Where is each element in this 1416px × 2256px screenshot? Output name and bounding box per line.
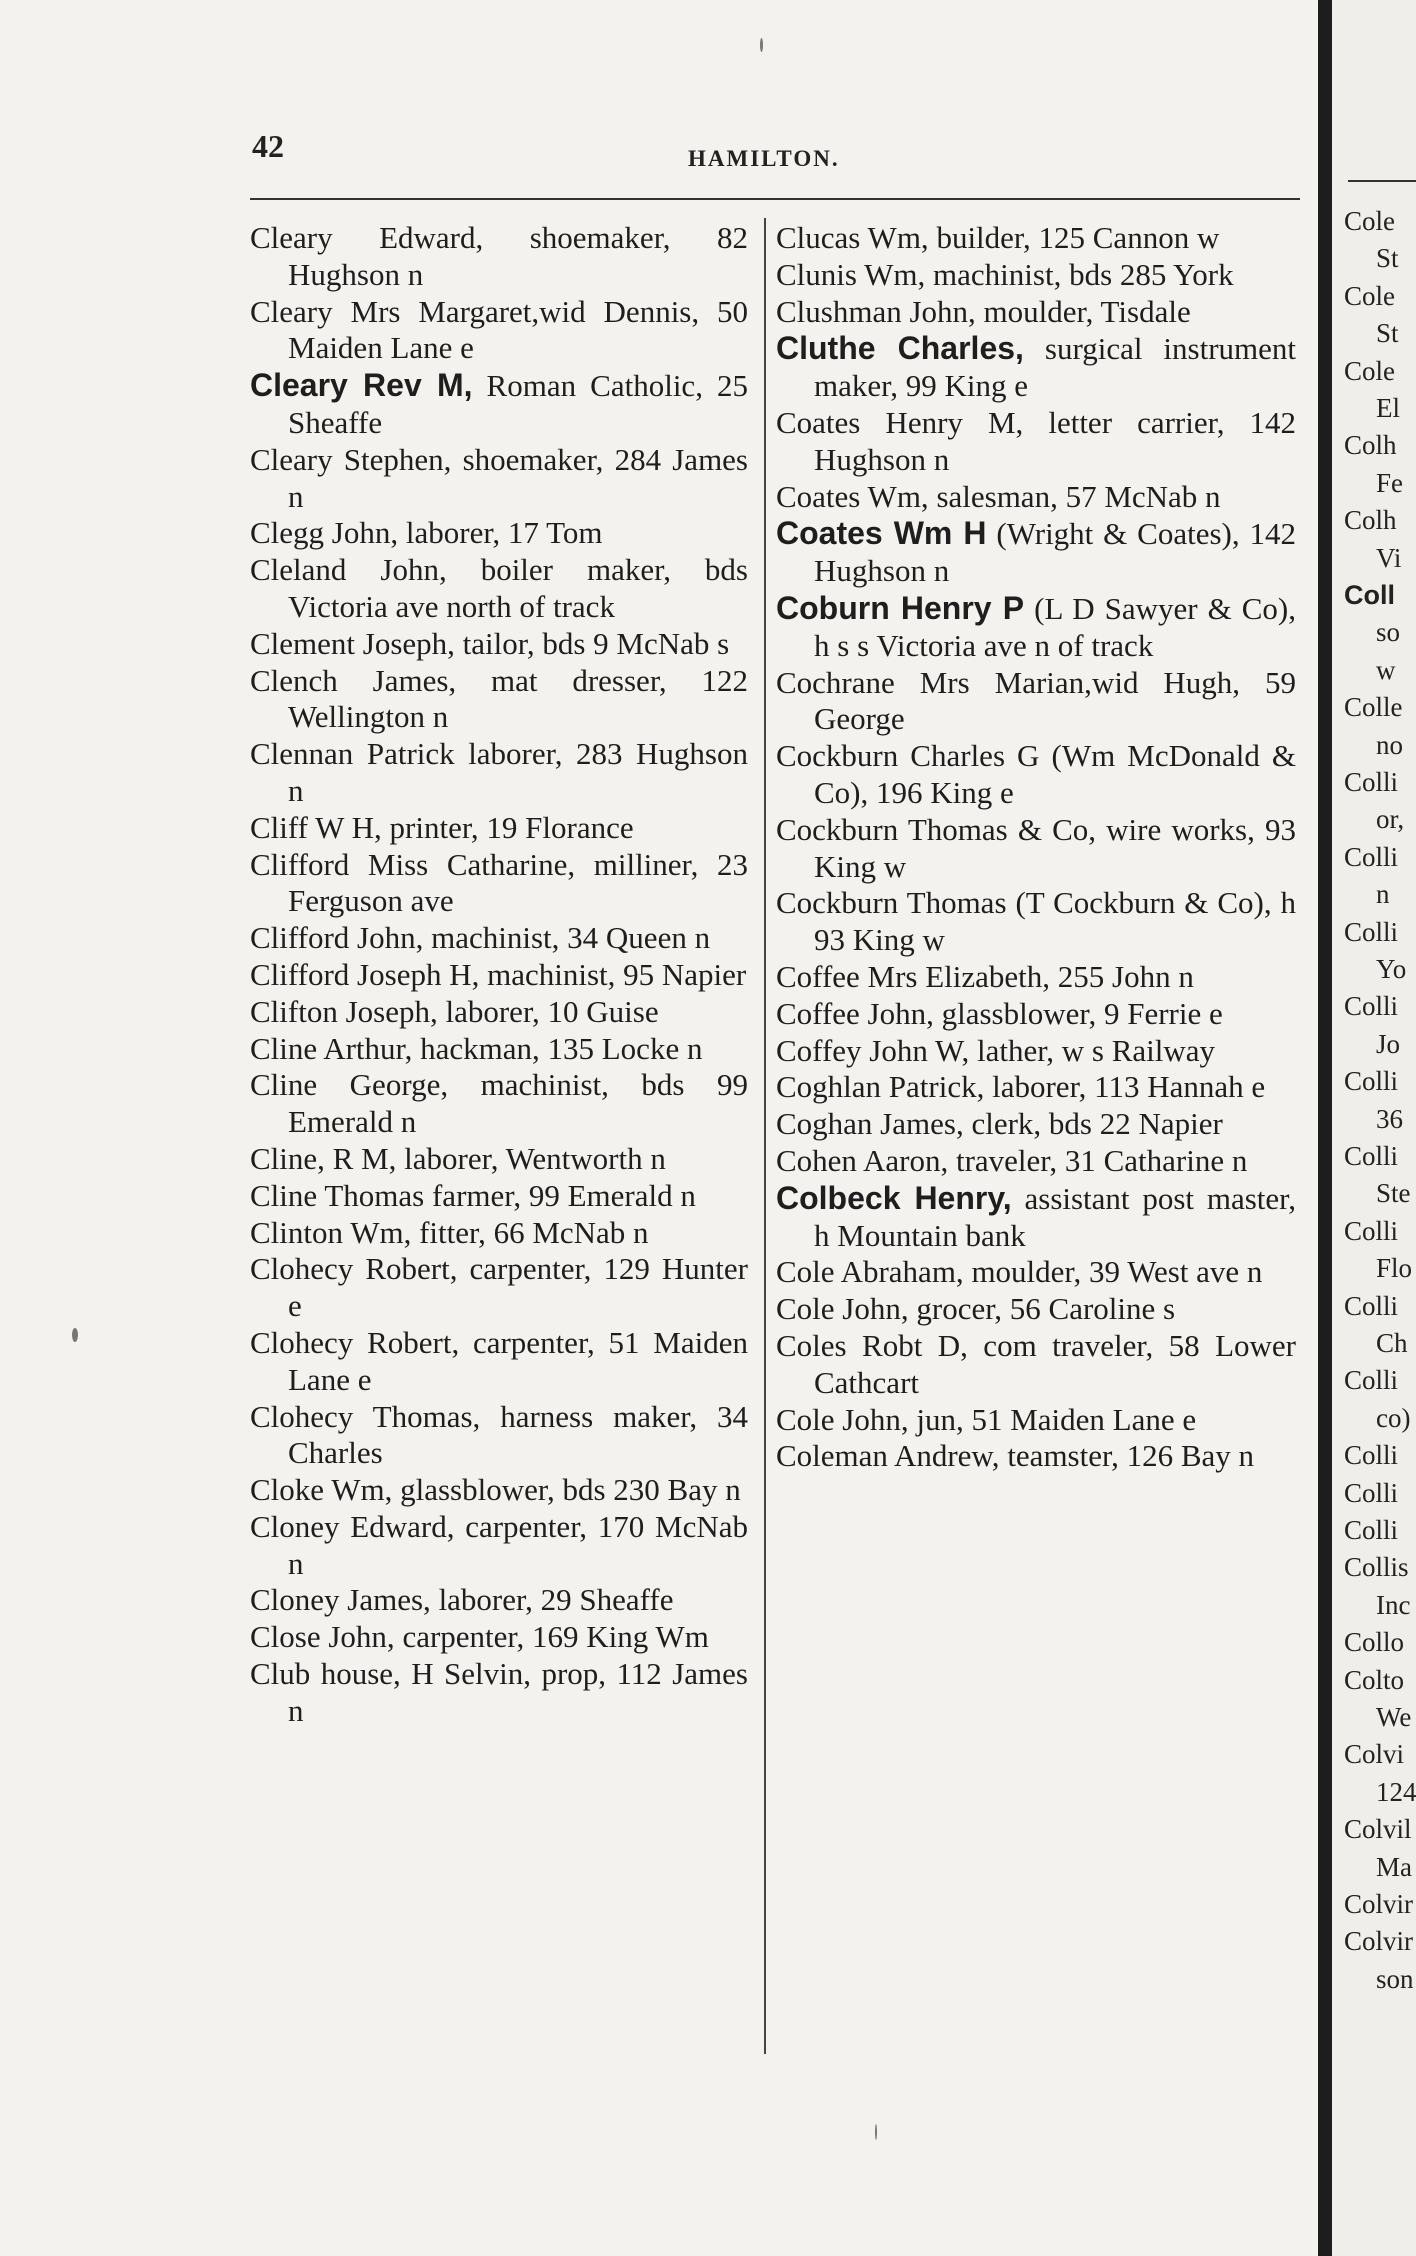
directory-entry (250, 1399, 748, 1473)
entry-name: Coates Henry M, (776, 404, 1024, 440)
entry-details: Roman Catholic, 25 Sheaffe (288, 368, 749, 440)
directory-entry (250, 957, 748, 994)
entry-details: boiler maker, bds Victoria ave north of track (288, 552, 748, 624)
facing-page-text: Jo (1376, 1028, 1401, 1059)
facing-page-text: Flo (1376, 1253, 1413, 1284)
directory-entry (776, 665, 1296, 739)
entry-name: Cluthe Charles, (776, 330, 1024, 367)
entry-name: Cline George, (250, 1067, 449, 1103)
entry-name: Cleary Edward, (250, 220, 484, 255)
facing-page-text: Ma (1376, 1851, 1412, 1882)
directory-entry (776, 590, 1296, 665)
directory-entry (776, 1069, 1296, 1106)
entry-details: carpenter, 169 King Wm (394, 1619, 709, 1655)
directory-entry (776, 1106, 1296, 1143)
entry-details: wire works, 93 King w (814, 811, 1296, 884)
directory-entry (776, 959, 1296, 996)
facing-page-text: St (1376, 318, 1399, 349)
entry-details: laborer, 10 Guise (437, 993, 659, 1029)
entry-name: Cleary Stephen, (250, 441, 452, 477)
directory-entry (250, 736, 748, 810)
directory-entry (776, 1291, 1296, 1328)
entry-details: assistant post master, h Mountain bank (814, 1180, 1296, 1253)
entry-details: 255 John n (1050, 958, 1194, 994)
entry-name: Clifford John, (250, 920, 424, 956)
directory-entry (250, 1031, 748, 1068)
facing-page-text: Colvil (1344, 1814, 1412, 1845)
entry-details: laborer, 283 Hughson n (288, 736, 748, 808)
entry-details: clerk, bds 22 Napier (963, 1106, 1223, 1142)
entry-name: Cloke Wm, (250, 1472, 393, 1508)
directory-entry (250, 1582, 748, 1619)
entry-details: glassblower, bds 230 Bay n (392, 1472, 741, 1508)
entry-details: shoemaker, 284 James n (288, 441, 748, 514)
entry-details: grocer, 56 Caroline s (908, 1291, 1176, 1327)
entry-name: Clohecy Thomas, (250, 1398, 481, 1434)
entry-details: mat dresser, 122 Wellington n (288, 662, 748, 735)
facing-page-text: w (1376, 654, 1396, 685)
facing-page-text: Colli (1344, 1066, 1399, 1097)
entry-name: Coghan James, (776, 1106, 964, 1142)
facing-page-text: Colli (1344, 841, 1399, 872)
facing-page-text: Collis (1344, 1552, 1409, 1583)
directory-entry (776, 885, 1296, 959)
entry-name: Clifford Joseph H, (250, 956, 480, 992)
directory-entry (776, 738, 1296, 812)
directory-entry (776, 1143, 1296, 1180)
entry-name: Cohen Aaron, (776, 1142, 949, 1178)
entry-details: (T Cockburn & Co), h 93 King w (814, 885, 1296, 958)
facing-page-text: Colli (1344, 991, 1399, 1022)
entry-details: wid Dennis, 50 Maiden Lane e (288, 293, 749, 366)
directory-entry (776, 1033, 1296, 1070)
directory-entry (250, 1141, 748, 1178)
entry-name: Coates Wm, (776, 478, 929, 514)
directory-entry (776, 515, 1296, 590)
entry-details: traveler, 31 Catharine n (948, 1142, 1248, 1178)
entry-details: carpenter, 51 Maiden Lane e (288, 1324, 748, 1397)
entry-details: carpenter, 129 Hunter e (288, 1251, 749, 1324)
entry-details: milliner, 23 Ferguson ave (288, 846, 748, 919)
facing-page-text: Yo (1376, 954, 1407, 984)
entry-name: Clegg John, (250, 515, 399, 551)
entry-details: laborer, 113 Hannah e (984, 1069, 1266, 1105)
entry-details: (Wright & Coates), 142 Hughson n (814, 516, 1296, 589)
entry-details: hackman, 135 Locke n (412, 1030, 703, 1066)
facing-page-text: Colli (1344, 767, 1399, 797)
entry-name: Club house, (250, 1656, 401, 1692)
entry-name: Cline Arthur, (250, 1030, 413, 1066)
entry-details: tailor, bds 9 McNab s (454, 625, 730, 661)
entry-name: Clucas Wm, (776, 220, 929, 255)
facing-page-text: Colli (1344, 1365, 1399, 1396)
entry-name: Coffee Mrs Elizabeth, (776, 958, 1051, 994)
directory-entry (250, 1215, 748, 1252)
entry-name: Clohecy Robert, (250, 1324, 460, 1360)
facing-page-text: Ch (1376, 1328, 1408, 1358)
header-rule (250, 198, 1300, 200)
directory-entry (776, 1328, 1296, 1402)
directory-entry (250, 847, 748, 921)
directory-entry (776, 294, 1296, 331)
facing-page-text: Colli (1344, 1141, 1399, 1171)
facing-page-text: so (1376, 617, 1401, 648)
entry-details: machinist, 95 Napier (479, 956, 747, 992)
entry-name: Clunis Wm, (776, 256, 926, 292)
entry-details: letter carrier, 142 Hughson n (814, 404, 1296, 477)
directory-entry (776, 1438, 1296, 1475)
directory-entry (250, 1656, 748, 1730)
facing-page-fragment (1332, 0, 1416, 2256)
entry-name: Clinton Wm, (250, 1214, 412, 1250)
entry-name: Clohecy Robert, (250, 1251, 458, 1287)
entry-name: Cloney James, (250, 1582, 431, 1618)
facing-page-text: Colh (1344, 430, 1397, 461)
facing-page-text: We (1376, 1702, 1412, 1732)
entry-name: Coles Robt D, (776, 1327, 968, 1363)
entry-details: machinist, bds 99 Emerald n (288, 1067, 748, 1140)
entry-name: Coffee John, (776, 995, 934, 1031)
facing-page-text: Colvir (1344, 1926, 1414, 1957)
facing-page-text: or, (1376, 804, 1405, 835)
entry-details: surgical instrument maker, 99 King e (814, 331, 1296, 404)
entry-name: Cole John, (776, 1401, 909, 1437)
entry-name: Cole Abraham, (776, 1254, 964, 1290)
directory-entry (776, 1180, 1296, 1255)
entry-details: teamster, 126 Bay n (999, 1438, 1255, 1474)
facing-page-text: Colle (1344, 692, 1403, 723)
facing-page-text: Ste (1376, 1178, 1411, 1209)
entry-name: Clifford Miss Catharine, (250, 846, 576, 882)
directory-entry (250, 1619, 748, 1656)
directory-entry (250, 663, 748, 737)
entry-details: (Wm McDonald & Co), 196 King e (814, 738, 1297, 810)
entry-details: laborer, 29 Sheaffe (430, 1582, 674, 1618)
directory-entry (776, 812, 1296, 886)
directory-entry (250, 220, 748, 294)
entry-name: Clifton Joseph, (250, 993, 438, 1029)
directory-entry (250, 1178, 748, 1215)
facing-page-text: Colvir (1344, 1889, 1414, 1919)
directory-entry (776, 220, 1296, 257)
facing-page-text: Cole (1344, 355, 1395, 386)
directory-entry (776, 479, 1296, 516)
column-divider (764, 218, 766, 2054)
entry-details: farmer, 99 Emerald n (424, 1177, 696, 1213)
entry-details: laborer, 17 Tom (398, 515, 603, 551)
directory-entry (250, 1251, 748, 1325)
facing-page-text: Colli (1344, 916, 1399, 947)
entry-details: machinist, 34 Queen n (423, 920, 711, 956)
entry-name: Coleman Andrew, (776, 1438, 1000, 1474)
entry-details: salesman, 57 McNab n (928, 478, 1221, 514)
directory-entry (250, 515, 748, 552)
entry-details: com traveler, 58 Lower Cathcart (814, 1327, 1297, 1400)
directory-entry (776, 1254, 1296, 1291)
facing-page-text: 36 (1376, 1103, 1403, 1134)
facing-page-text: Colli (1344, 1290, 1399, 1321)
print-speck (72, 1328, 78, 1342)
entry-name: Cloney Edward, (250, 1508, 455, 1544)
entry-name: Cockburn Thomas & Co, (776, 811, 1096, 847)
directory-entry (250, 1509, 748, 1583)
entry-name: Clennan Patrick (250, 736, 455, 772)
entry-details: laborer, Wentworth n (396, 1140, 666, 1176)
entry-details: machinist, bds 285 York (925, 256, 1234, 292)
entry-name: Clench James, (250, 662, 457, 698)
facing-page-text: son (1376, 1963, 1414, 1994)
entry-name: Close John, (250, 1619, 395, 1655)
entry-name: Cliff W H, (250, 809, 382, 845)
facing-page-text: Cole (1344, 280, 1395, 311)
directory-entry (776, 405, 1296, 479)
print-speck (760, 38, 763, 52)
entry-details: H Selvin, prop, 112 James n (288, 1656, 748, 1728)
directory-entry (776, 257, 1296, 294)
facing-page-text: Colli (1344, 1215, 1399, 1246)
entry-name: Cline, R M, (250, 1140, 397, 1176)
entry-name: Cockburn Thomas (776, 885, 1007, 921)
facing-page-text: Inc (1376, 1589, 1411, 1620)
entry-name: Cline Thomas (250, 1177, 425, 1213)
entry-details: harness maker, 34 Charles (288, 1398, 748, 1471)
right-column (776, 220, 1296, 1475)
directory-entry (250, 994, 748, 1031)
directory-entry (776, 996, 1296, 1033)
facing-page-text: St (1376, 243, 1399, 274)
entry-name: Clement Joseph, (250, 625, 455, 661)
facing-page-text: Colto (1344, 1664, 1405, 1695)
entry-details: shoemaker, 82 Hughson n (288, 220, 748, 292)
facing-page-text: Fe (1376, 467, 1403, 498)
facing-page-text: Vi (1376, 542, 1402, 573)
page-number: 42 (252, 128, 284, 164)
entry-name: Cochrane Mrs Marian, (776, 664, 1092, 700)
entry-name: Coghlan Patrick, (776, 1069, 985, 1105)
entry-details: lather, w s Railway (969, 1032, 1216, 1068)
directory-entry (776, 330, 1296, 405)
directory-entry (250, 552, 748, 626)
directory-entry (250, 810, 748, 847)
entry-name: Cleary Rev M, (250, 367, 473, 404)
entry-details: glassblower, 9 Ferrie e (933, 995, 1223, 1031)
entry-name: Cleland John, (250, 552, 447, 588)
entry-details: jun, 51 Maiden Lane e (908, 1401, 1197, 1437)
directory-entry (250, 626, 748, 663)
entry-details: wid Hugh, 59 George (814, 664, 1297, 737)
entry-name: Coffey John W, (776, 1032, 970, 1068)
entry-details: printer, 19 Florance (381, 809, 634, 845)
facing-page-text: Coll (1344, 580, 1395, 610)
facing-page-text: Colli (1344, 1440, 1399, 1471)
directory-entry (250, 1325, 748, 1399)
directory-entry (250, 442, 748, 516)
left-column (250, 220, 748, 1730)
directory-entry (776, 1402, 1296, 1439)
print-speck (875, 2124, 877, 2140)
directory-entry (250, 1472, 748, 1509)
facing-page-rule (1348, 180, 1416, 182)
directory-entry (250, 920, 748, 957)
entry-details: carpenter, 170 McNab n (288, 1508, 748, 1581)
facing-page-text: Colli (1344, 1515, 1399, 1545)
facing-page-text: Cole (1344, 206, 1395, 236)
directory-entry (250, 294, 748, 368)
entry-details: (L D Sawyer & Co), h s s Victoria ave n of track (814, 590, 1296, 663)
facing-page-text: 124 (1376, 1776, 1416, 1807)
entry-name: Cole John, (776, 1291, 909, 1327)
entry-details: builder, 125 Cannon w (928, 220, 1220, 255)
facing-page-text: El (1376, 393, 1400, 423)
entry-name: Clushman John, (776, 293, 976, 329)
directory-entry (250, 367, 748, 442)
entry-details: moulder, Tisdale (975, 293, 1191, 329)
entry-name: Cockburn Charles G (776, 738, 1040, 774)
facing-page-text: n (1376, 879, 1390, 910)
facing-page-text: Colh (1344, 505, 1397, 536)
entry-name: Coburn Henry P (776, 589, 1025, 626)
facing-page-text: co) (1376, 1402, 1411, 1433)
entry-name: Cleary Mrs Margaret, (250, 293, 540, 329)
facing-page-text: Colvi (1344, 1739, 1405, 1770)
entry-details: moulder, 39 West ave n (963, 1254, 1263, 1290)
facing-page-text: Colli (1344, 1477, 1399, 1508)
facing-page-text: no (1376, 729, 1403, 760)
entry-details: fitter, 66 McNab n (411, 1214, 649, 1250)
directory-entry (250, 1067, 748, 1141)
entry-name: Colbeck Henry, (776, 1179, 1012, 1216)
running-head: HAMILTON. (688, 146, 840, 171)
entry-name: Coates Wm H (776, 515, 987, 552)
facing-page-text: Collo (1344, 1627, 1405, 1658)
